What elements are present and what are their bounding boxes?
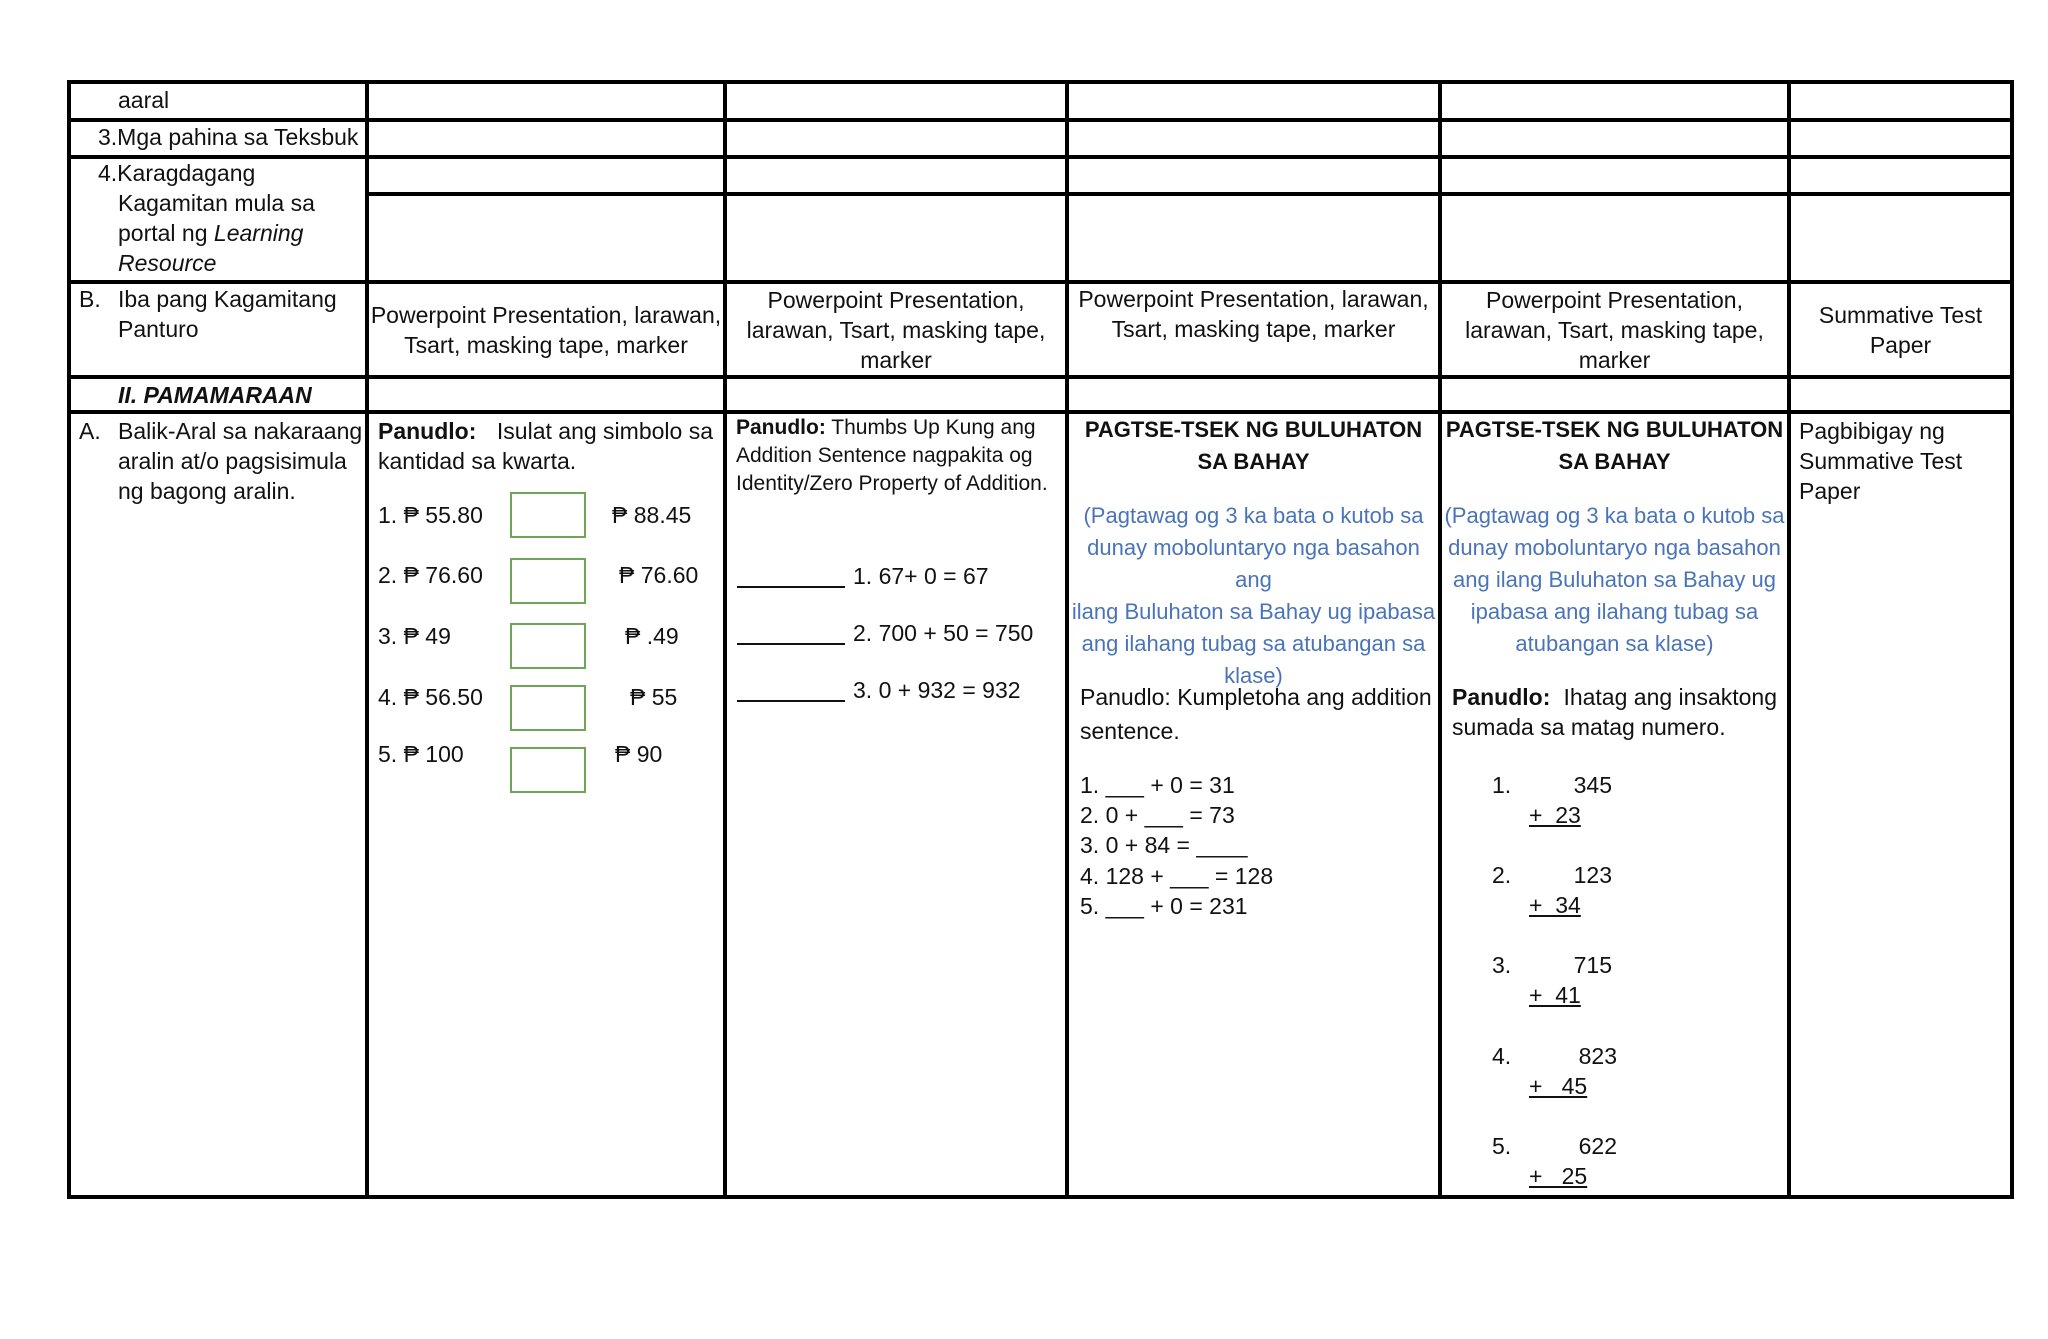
day3-item: 5. ___ + 0 = 231 (1080, 893, 1248, 919)
column-divider (723, 80, 727, 1199)
problem-addend: 622 (1578, 1133, 1617, 1159)
materials-line: marker (1578, 346, 1651, 373)
materials-line: Tsart, masking tape, marker (1111, 316, 1396, 342)
row-letter-a: A. (79, 418, 101, 444)
materials-day1 (369, 284, 723, 375)
problem-addend: 823 (1578, 1043, 1617, 1069)
problem-number: 3. (1492, 952, 1512, 978)
note-line: dunay moboluntaryo nga basahon ang (1087, 535, 1420, 592)
row-label-aaral: aaral (118, 87, 170, 113)
materials-day5 (1791, 284, 2010, 375)
materials-line: Powerpoint Presentation, larawan, (370, 301, 722, 328)
day5-line: Summative Test (1799, 448, 1963, 474)
panudlo-label: Panudlo: (1452, 684, 1551, 710)
day3-item: 3. 0 + 84 = ____ (1080, 832, 1248, 858)
row-label-teksbuk: 3.Mga pahina sa Teksbuk (98, 124, 359, 150)
row-label-karagdagang-1: 4.Karagdagang (98, 160, 256, 186)
day5-line: Pagbibigay ng (1799, 418, 1945, 444)
problem-addend-underlined: + 34 (1529, 892, 1581, 918)
row-label-karagdagang-5: Resource (118, 250, 217, 276)
day3-note (1069, 500, 1438, 692)
panudlo-label: Panudlo: (378, 418, 477, 444)
day4-instruction-text: Ihatag ang insaktong (1563, 684, 1777, 710)
problem-addend-underlined: + 23 (1529, 802, 1581, 828)
column-divider (365, 80, 369, 1199)
materials-line: Tsart, masking tape, marker (404, 331, 688, 358)
day3-item: 2. 0 + ___ = 73 (1080, 802, 1235, 828)
day4-instruction-line2: sumada sa matag numero. (1452, 714, 1726, 740)
materials-line: larawan, Tsart, masking tape, (1465, 316, 1764, 343)
materials-line: larawan, Tsart, masking tape, (746, 316, 1046, 343)
row-label-balik-1: Balik-Aral sa nakaraang (118, 418, 363, 444)
answer-blank[interactable] (737, 700, 845, 702)
day1-item-right: ₱ .49 (625, 623, 679, 649)
row-divider (67, 118, 2014, 122)
problem-addend: 715 (1573, 952, 1612, 978)
note-line: ilang Buluhaton sa Bahay ug ipabasa (1071, 599, 1436, 624)
heading-line: PAGTSE-TSEK NG BULUHATON (1445, 417, 1784, 442)
note-line: ang ilang Buluhaton sa Bahay ug (1453, 567, 1776, 592)
day2-item: 2. 700 + 50 = 750 (853, 620, 1034, 646)
day1-item-right: ₱ 88.45 (612, 502, 692, 528)
note-line: ipabasa ang ilahang tubag sa (1470, 599, 1759, 624)
note-line: klase) (1224, 663, 1283, 688)
section-heading-pamamaraan: II. PAMAMARAAN (118, 382, 312, 408)
day3-item: 1. ___ + 0 = 31 (1080, 772, 1235, 798)
day1-instruction (378, 416, 713, 446)
column-divider (1787, 80, 1791, 1199)
problem-addend: 345 (1573, 772, 1612, 798)
row-label-karagdagang-2: Kagamitan mula sa (118, 190, 315, 216)
day4-heading (1442, 414, 1787, 478)
lesson-plan-table (67, 80, 2014, 1198)
day1-item-right: ₱ 76.60 (619, 562, 699, 588)
materials-line: Summative Test (1818, 301, 1983, 328)
heading-line: PAGTSE-TSEK NG BULUHATON (1084, 417, 1423, 442)
note-line: (Pagtawag og 3 ka bata o kutob sa (1444, 503, 1785, 528)
problem-number: 1. (1492, 772, 1512, 798)
problem-addend: 123 (1573, 862, 1612, 888)
day3-item: 4. 128 + ___ = 128 (1080, 863, 1274, 889)
day1-instruction-line2: kantidad sa kwarta. (378, 448, 577, 474)
day2-instruction-line3: Identity/Zero Property of Addition. (736, 472, 1048, 495)
day2-item: 1. 67+ 0 = 67 (853, 563, 989, 589)
table-border-top (67, 80, 2014, 84)
answer-box[interactable] (510, 492, 586, 538)
row-divider (367, 192, 2014, 196)
materials-line: Powerpoint Presentation, (767, 286, 1025, 313)
row-label-iba-1: Iba pang Kagamitang (118, 286, 337, 312)
note-line: (Pagtawag og 3 ka bata o kutob sa (1083, 503, 1424, 528)
answer-blank[interactable] (737, 586, 845, 588)
table-border-bottom (67, 1195, 2014, 1199)
day1-item-left: 4. ₱ 56.50 (378, 684, 483, 710)
day2-instruction (736, 414, 1036, 442)
heading-line: SA BAHAY (1558, 449, 1671, 474)
answer-box[interactable] (510, 558, 586, 604)
heading-line: SA BAHAY (1197, 449, 1310, 474)
materials-day4 (1442, 284, 1787, 375)
problem-addend-underlined: + 25 (1529, 1163, 1588, 1189)
problem-number: 5. (1492, 1133, 1512, 1159)
note-line: ang ilahang tubag sa atubangan sa (1081, 631, 1426, 656)
row-letter-b: B. (79, 286, 101, 312)
problem-addend-underlined: + 45 (1529, 1073, 1588, 1099)
note-line: dunay moboluntaryo nga basahon (1448, 535, 1781, 560)
row-divider (67, 155, 2014, 159)
materials-line: marker (860, 346, 932, 373)
day5-line: Paper (1799, 478, 1861, 504)
problem-number: 2. (1492, 862, 1512, 888)
note-line: atubangan sa klase) (1515, 631, 1714, 656)
day2-instruction-text: Thumbs Up Kung ang (831, 416, 1036, 439)
day3-instruction-2: sentence. (1080, 718, 1180, 744)
problem-number: 4. (1492, 1043, 1512, 1069)
materials-day3 (1069, 284, 1438, 344)
materials-line: Powerpoint Presentation, (1486, 286, 1743, 313)
day2-instruction-line2: Addition Sentence nagpakita og (736, 444, 1033, 467)
materials-line: Powerpoint Presentation, larawan, (1078, 286, 1429, 312)
materials-day2 (727, 284, 1065, 375)
day1-item-right: ₱ 55 (630, 684, 678, 710)
day4-note (1442, 500, 1787, 660)
row-label-karagdagang-3: portal ng Learning (118, 220, 304, 246)
materials-line: Paper (1869, 331, 1932, 358)
day1-item-left: 5. ₱ 100 (378, 741, 464, 767)
answer-box[interactable] (510, 747, 586, 793)
row-label-balik-2: aralin at/o pagsisimula (118, 448, 347, 474)
day3-heading (1069, 414, 1438, 478)
day3-instruction-1: Panudlo: Kumpletoha ang addition (1080, 684, 1432, 710)
row-divider (67, 375, 2014, 379)
row-label-iba-2: Panturo (118, 316, 199, 342)
row-label-balik-3: ng bagong aralin. (118, 478, 296, 504)
day4-instruction (1452, 682, 1777, 712)
answer-blank[interactable] (737, 643, 845, 645)
day1-instruction-text: Isulat ang simbolo sa (496, 418, 713, 444)
answer-box[interactable] (510, 623, 586, 669)
problem-addend-underlined: + 41 (1529, 982, 1581, 1008)
table-border-right (2010, 80, 2014, 1199)
day1-item-right: ₱ 90 (615, 741, 663, 767)
answer-box[interactable] (510, 685, 586, 731)
day2-item: 3. 0 + 932 = 932 (853, 677, 1021, 703)
day1-item-left: 2. ₱ 76.60 (378, 562, 483, 588)
table-border-left (67, 80, 71, 1199)
day1-item-left: 3. ₱ 49 (378, 623, 451, 649)
day1-item-left: 1. ₱ 55.80 (378, 502, 483, 528)
panudlo-label: Panudlo: (736, 416, 826, 439)
